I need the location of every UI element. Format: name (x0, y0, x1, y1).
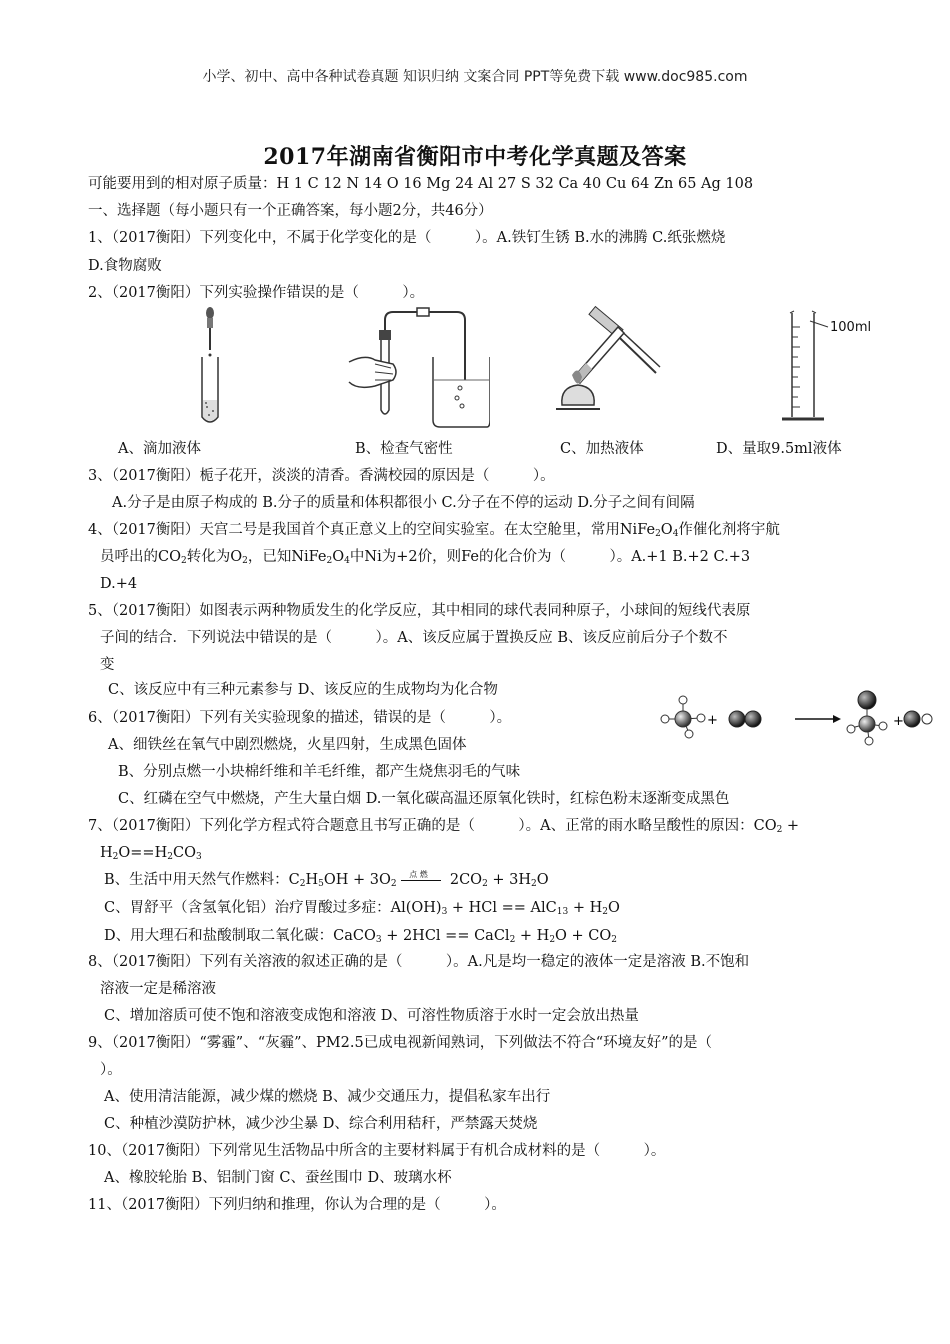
q7-option-b: B、生活中用天然气作燃料：$C_2H_5OH + 3O_2$ 点 燃 $2CO_2 + 3H_2O$ (104, 870, 549, 890)
q2-text: 2、（2017衡阳）下列实验操作错误的是（ ）。 (88, 285, 425, 301)
q11-text: 11、（2017衡阳）下列归纳和推理，你认为合理的是（ ）。 (88, 1197, 506, 1213)
q6-option-b: B、分别点燃一小块棉纤维和羊毛纤维，都产生烧焦羽毛的气味 (118, 764, 521, 780)
q10-options: A、橡胶轮胎 B、铝制门窗 C、蚕丝围巾 D、玻璃水杯 (104, 1170, 452, 1186)
q7-option-d: D、用大理石和盐酸制取二氧化碳：CaCO$_3$ + 2HCl == CaCl$_2$ + $H_2O + CO_2$ (104, 928, 618, 945)
q6-option-cd: C、红磷在空气中燃烧，产生大量白烟 D.一氧化碳高温还原氧化铁时，红棕色粉末逐渐变成黑色 (118, 791, 730, 807)
heating-figure (552, 305, 664, 415)
airtightness-figure (345, 302, 490, 432)
q2-caption-a: A、滴加液体 (118, 441, 201, 457)
dropper-figure (190, 305, 230, 430)
q7-line2: $H_2O==H_2CO_3$ (100, 845, 202, 862)
reaction-condition: 点 燃 (409, 870, 428, 879)
q10-text: 10、（2017衡阳）下列常见生活物品中所含的主要材料属于有机合成材料的是（ ）。 (88, 1143, 666, 1159)
q4-line2: 员呼出的$CO_2$转化为$O_2$，已知$NiFe_2O_4$中Ni为+2价，则Fe的化合价为（ ）。A.+1 B.+2 C.+3 (100, 549, 751, 566)
q4-line1: 4、（2017衡阳）天宫二号是我国首个真正意义上的空间实验室。在太空舱里，常用$NiFe_2O_4$作催化剂将宇航 (88, 522, 780, 539)
reaction-diagram (655, 688, 935, 750)
q9-options-cd: C、种植沙漠防护林，减少沙尘暴 D、综合利用秸秆，严禁露天焚烧 (104, 1116, 538, 1132)
q5-line4: C、该反应中有三种元素参与 D、该反应的生成物均为化合物 (108, 682, 498, 698)
page-header: 小学、初中、高中各种试卷真题 知识归纳 文案合同 PPT等免费下载 www.doc985.com (202, 69, 748, 85)
q8-line1: 8、（2017衡阳）下列有关溶液的叙述正确的是（ ）。A.凡是均一稳定的液体一定是溶液 B.不饱和 (88, 954, 750, 970)
q5-line2: 子间的结合．下列说法中错误的是（ ）。A、该反应属于置换反应 B、该反应前后分子个数不 (100, 630, 728, 646)
q9-line1: 9、（2017衡阳）“雾霾”、“灰霾”、PM2.5已成电视新闻熟词，下列做法不符合“环境友好”的是（ (88, 1035, 713, 1051)
q3-text: 3、（2017衡阳）栀子花开，淡淡的清香。香满校园的原因是（ ）。 (88, 468, 555, 484)
svg-text:+: + (893, 714, 904, 729)
q7-option-c: C、胃舒平（含氢氧化铝）治疗胃酸过多症：$Al(OH)_3$ + HCl == $AlC_{13} + H_2O$ (104, 900, 620, 917)
page-title: 2017年湖南省衡阳市中考化学真题及答案 (263, 144, 687, 170)
q5-line1: 5、（2017衡阳）如图表示两种物质发生的化学反应，其中相同的球代表同种原子，小球间的短线代表原 (88, 603, 751, 619)
q8-line2: 溶液一定是稀溶液 (100, 981, 216, 997)
q3-options: A.分子是由原子构成的 B.分子的质量和体积都很小 C.分子在不停的运动 D.分子之间有间隔 (112, 495, 695, 511)
q7-line1: 7、（2017衡阳）下列化学方程式符合题意且书写正确的是（ ）。A、正常的雨水略呈酸性的原因：$CO_2$ + (88, 818, 800, 835)
q2-caption-d: D、量取9.5ml液体 (716, 441, 842, 457)
q6-text: 6、（2017衡阳）下列有关实验现象的描述，错误的是（ ）。 (88, 710, 512, 726)
cylinder-label: 100ml (830, 320, 872, 335)
q2-caption-c: C、加热液体 (560, 441, 644, 457)
q4-option-d: D.+4 (100, 576, 138, 592)
q8-line3: C、增加溶质可使不饱和溶液变成饱和溶液 D、可溶性物质溶于水时一定会放出热量 (104, 1008, 639, 1024)
q1-option-d: D.食物腐败 (88, 258, 162, 274)
q1-text: 1、（2017衡阳）下列变化中，不属于化学变化的是（ ）。A.铁钉生锈 B.水的沸腾 C.纸张燃烧 (88, 230, 726, 246)
q2-caption-b: B、检查气密性 (355, 441, 453, 457)
atomic-masses: 可能要用到的相对原子质量：H 1 C 12 N 14 O 16 Mg 24 Al 27 S 32 Ca 40 Cu 64 Zn 65 Ag 108 (88, 176, 754, 192)
section-heading: 一、选择题（每小题只有一个正确答案，每小题2分，共46分） (88, 203, 493, 219)
q6-option-a: A、细铁丝在氧气中剧烈燃烧，火星四射，生成黑色固体 (108, 737, 467, 753)
q5-line3: 变 (100, 657, 115, 673)
q9-options-ab: A、使用清洁能源，减少煤的燃烧 B、减少交通压力，提倡私家车出行 (104, 1089, 551, 1105)
q9-line2: ）。 (100, 1062, 122, 1078)
svg-text:+: + (707, 713, 718, 728)
